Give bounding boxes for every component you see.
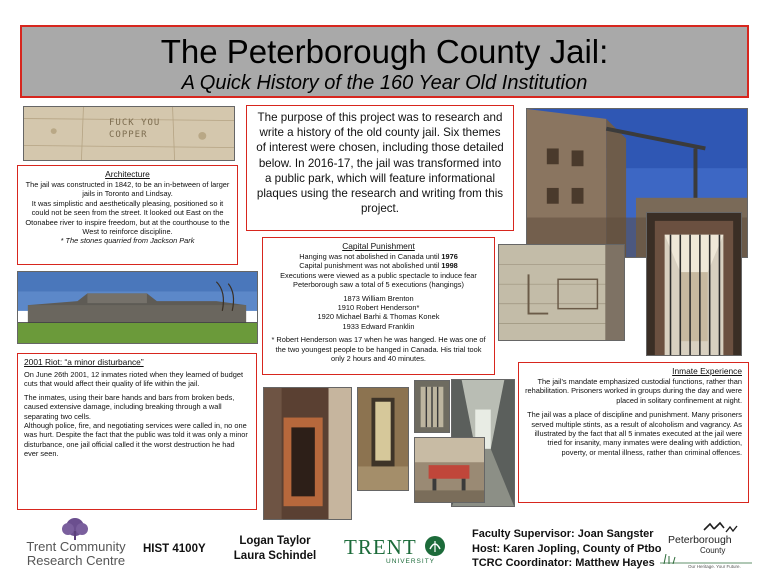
- inmate-p1: The jail’s mandate emphasized custodial functions, rather than rehabilitation. Prisoners worked in groups during the day and were placed in solitary confinement at night.: [525, 377, 742, 405]
- author-name: Laura Schindel: [233, 550, 317, 562]
- architecture-box: [17, 165, 238, 265]
- page-subtitle: A Quick History of the 160 Year Old Institution: [181, 72, 588, 94]
- county-line2: County: [700, 546, 726, 555]
- inmate-p2: The jail was a place of discipline and punishment. Many prisoners served multiple stints, as a result of alcoholism and vagrancy. As illustrated by the fact that all 5 inmates executed at the jail were tried for insanity, many inmates were dealing with addiction, poverty, or mental illness, rather than criminal offences.: [527, 410, 742, 457]
- corridor-door-photo: [646, 212, 742, 356]
- course-code: HIST 4100Y: [143, 543, 206, 555]
- trent-university-logo: [344, 533, 454, 569]
- riot-heading: 2001 Riot: “a minor disturbance”: [24, 357, 144, 367]
- broken-wall-photo: [263, 387, 352, 520]
- trent-crest-icon: [424, 535, 446, 557]
- tcrc-logo: [22, 518, 130, 570]
- execution-list: [268, 294, 489, 332]
- jail-exterior-photo: [17, 271, 258, 344]
- architecture-p1: The jail was constructed in 1842, to be an in-between of larger jails in Toronto and Lindsay.: [25, 180, 230, 199]
- title-banner: [20, 25, 749, 98]
- tcrc-line2: Research Centre: [26, 553, 126, 568]
- tcrc-line1: Trent Community: [26, 539, 126, 554]
- tcrc-coordinator: TCRC Coordinator: Matthew Hayes: [472, 557, 655, 569]
- riot-p2: The inmates, using their bare hands and bars from broken beds, caused extensive damage, including breaking through a wall separating two cells.: [24, 392, 235, 421]
- inmate-heading: Inmate Experience: [672, 366, 742, 376]
- cell-interior-photo: [498, 244, 625, 341]
- execution-item: 1933 Edward Franklin: [342, 321, 415, 331]
- capital-line1: Hanging was not abolished in Canada until 1976: [299, 252, 458, 261]
- riot-p1: On June 26th 2001, 12 inmates rioted when they learned of budget cuts that would affect their quality of life within the jail.: [24, 370, 243, 389]
- capital-line4: Peterborough saw a total of 5 executions (hangings): [293, 280, 464, 290]
- purpose-text: The purpose of this project was to research and write a history of the old county jail. Six themes of interest were chosen, including those detailed below. In 2016-17, the jail was transformed into a public park, which will feature informational plaques using the research and writing from this project.: [256, 111, 504, 216]
- capital-line2: Capital punishment was not abolished until 1998: [299, 261, 458, 271]
- architecture-p2: It was simplistic and aesthetically pleasing, positioned so it could not be seen from the street. It looked out East on the Otonabee river to inspire freedom, but at the courthouse to the West to reinforce discipline.: [25, 198, 230, 237]
- purpose-box: [246, 105, 514, 231]
- stone-carving-text: FUCK YOU COPPER: [109, 118, 161, 140]
- trent-sub: UNIVERSITY: [386, 558, 436, 565]
- execution-item: 1910 Robert Henderson*: [337, 303, 420, 313]
- capital-heading: Capital Punishment: [342, 241, 415, 251]
- cell-bars-photo: [414, 380, 450, 433]
- inmate-experience-box: [518, 362, 749, 503]
- tree-icon: [60, 518, 90, 540]
- riot-box: [17, 353, 257, 510]
- cafeteria-photo: [414, 437, 485, 503]
- riot-p3: Although police, fire, and negotiating services were called in, no one was hurt. Despite the fact that the public was told it was only a minor disturbance, one jail official called it the worst destruction he had ever seen.: [24, 421, 248, 459]
- county-line1: Peterborough: [668, 534, 732, 546]
- capital-note: * Robert Henderson was 17 when he was hanged. He was one of the two youngest people to be hanged in Canada. His trial took only 2 hours and 40 minutes.: [271, 335, 486, 364]
- faculty-supervisor: Faculty Supervisor: Joan Sangster: [472, 528, 654, 540]
- execution-item: 1873 William Brenton: [343, 293, 414, 303]
- authors: [230, 534, 320, 564]
- capital-punishment-box: [262, 237, 495, 375]
- architecture-note: * The stones quarried from Jackson Park: [60, 236, 195, 246]
- hallway-photo: [357, 387, 409, 491]
- architecture-heading: Architecture: [105, 169, 150, 179]
- reeds-icon: [660, 554, 752, 564]
- stone-carving-photo: [23, 106, 235, 161]
- page-title: The Peterborough County Jail:: [160, 33, 609, 70]
- execution-item: 1920 Michael Barhi & Thomas Konek: [317, 312, 440, 322]
- capital-line3: Executions were viewed as a public spectacle to induce fear: [280, 270, 477, 280]
- author-name: Logan Taylor: [239, 535, 311, 547]
- peterborough-county-logo: [660, 520, 752, 572]
- county-tagline: Our Heritage. Your Future.: [688, 564, 741, 569]
- trent-wordmark: TRENT: [344, 535, 417, 559]
- host: Host: Karen Jopling, County of Ptbo: [472, 542, 662, 555]
- credits: [472, 527, 661, 571]
